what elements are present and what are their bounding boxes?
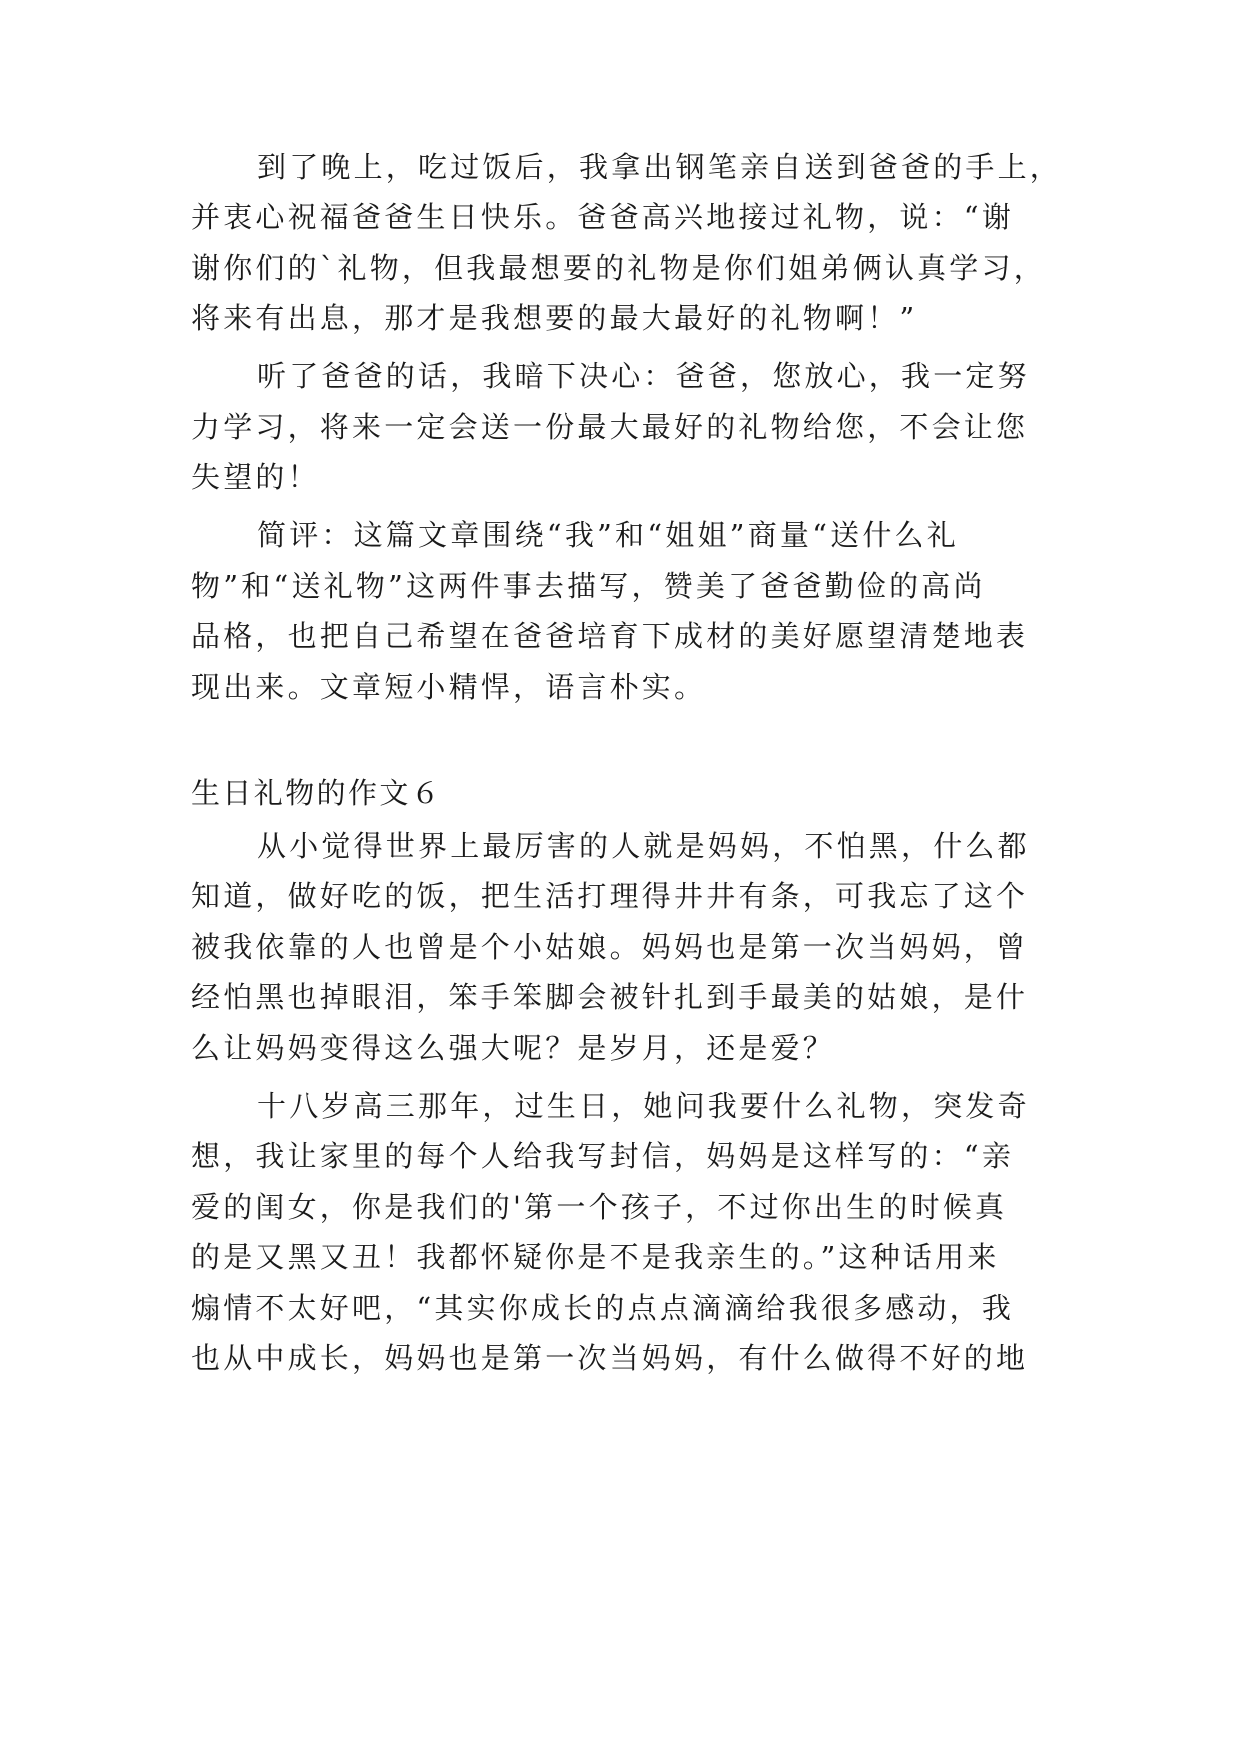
section-paragraph-2-line-3: 爱的闺女，你是我们的'第一个孩子，不过你出生的时候真 <box>191 1190 1008 1224</box>
paragraph-1-line-2: 并衷心祝福爸爸生日快乐。爸爸高兴地接过礼物，说：“谢 <box>191 200 1015 234</box>
paragraph-1-line-1: 到了晚上，吃过饭后，我拿出钢笔亲自送到爸爸的手上， <box>257 150 1063 184</box>
section-paragraph-1-line-2: 知道，做好吃的饭，把生活打理得井井有条，可我忘了这个 <box>191 879 1029 913</box>
paragraph-2-line-2: 力学习，将来一定会送一份最大最好的礼物给您，不会让您 <box>191 410 1029 444</box>
review-line-4: 现出来。文章短小精悍，语言朴实。 <box>191 670 707 704</box>
section-paragraph-1-line-5: 么让妈妈变得这么强大呢？是岁月，还是爱？ <box>191 1031 836 1065</box>
paragraph-1-line-3: 谢你们的`礼物，但我最想要的礼物是你们姐弟俩认真学习， <box>191 251 1046 285</box>
review-line-2: 物”和“送礼物”这两件事去描写，赞美了爸爸勤俭的高尚 <box>191 569 986 603</box>
paragraph-2-line-3: 失望的！ <box>191 460 320 494</box>
section-paragraph-1-line-3: 被我依靠的人也曾是个小姑娘。妈妈也是第一次当妈妈，曾 <box>191 930 1029 964</box>
review-line-3: 品格，也把自己希望在爸爸培育下成材的美好愿望清楚地表 <box>191 619 1029 653</box>
paragraph-1-line-4: 将来有出息，那才是我想要的最大最好的礼物啊！” <box>191 301 918 335</box>
section-paragraph-1-line-1: 从小觉得世界上最厉害的人就是妈妈，不怕黑，什么都 <box>257 829 1030 863</box>
section-title: 生日礼物的作文６ <box>191 776 443 810</box>
review-line-1: 简评：这篇文章围绕“我”和“姐姐”商量“送什么礼 <box>257 518 959 552</box>
section-paragraph-2-line-2: 想，我让家里的每个人给我写封信，妈妈是这样写的：“亲 <box>191 1139 1015 1173</box>
section-paragraph-2-line-4: 的是又黑又丑！我都怀疑你是不是我亲生的。”这种话用来 <box>191 1240 1000 1274</box>
section-paragraph-2-line-1: 十八岁高三那年，过生日，她问我要什么礼物，突发奇 <box>257 1089 1030 1123</box>
section-paragraph-1-line-4: 经怕黑也掉眼泪，笨手笨脚会被针扎到手最美的姑娘，是什 <box>191 980 1029 1014</box>
section-paragraph-2-line-6: 也从中成长，妈妈也是第一次当妈妈，有什么做得不好的地 <box>191 1341 1029 1375</box>
paragraph-2-line-1: 听了爸爸的话，我暗下决心：爸爸，您放心，我一定努 <box>257 359 1030 393</box>
section-paragraph-2-line-5: 煽情不太好吧，“其实你成长的点点滴滴给我很多感动，我 <box>191 1291 1015 1325</box>
